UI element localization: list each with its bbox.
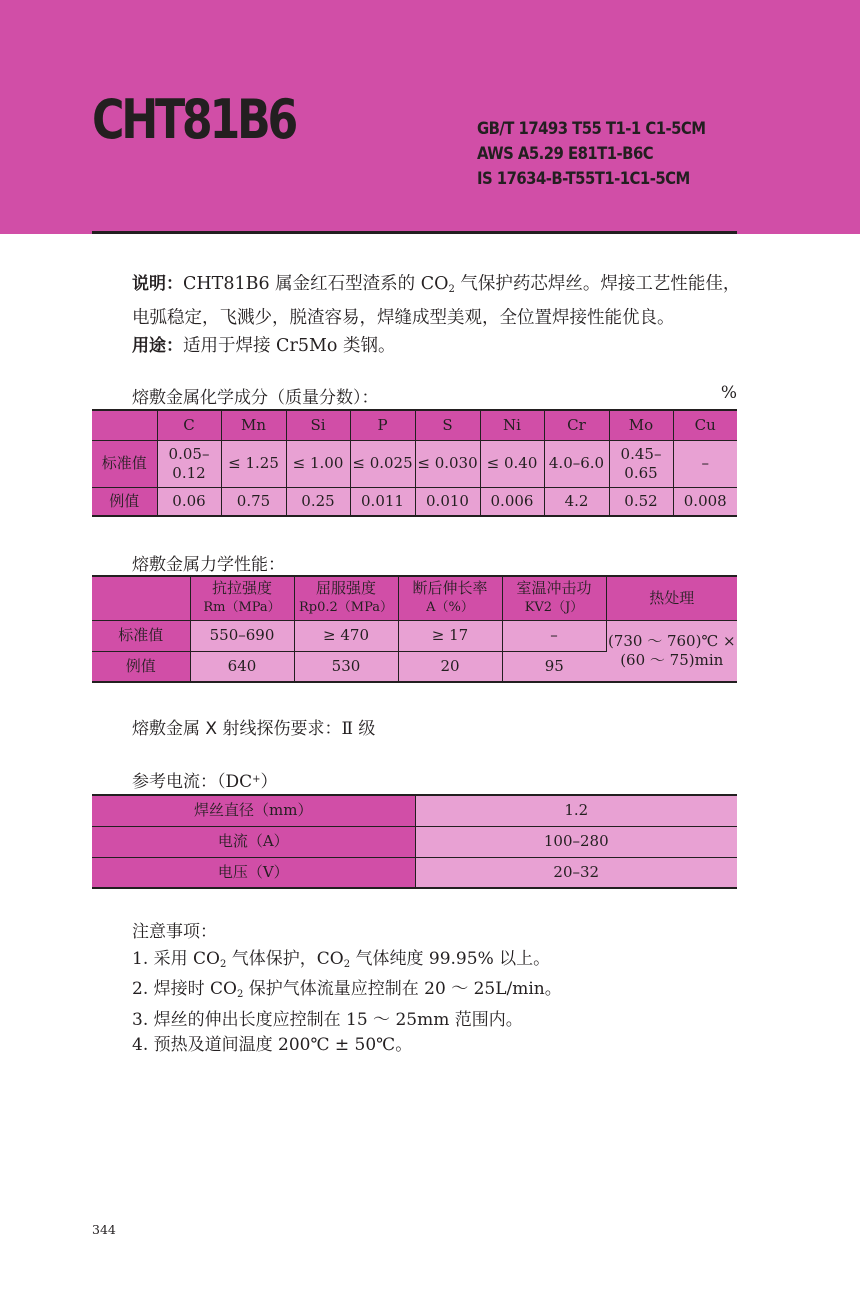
mech-cell: 530: [294, 651, 398, 682]
polarity-sup: +: [252, 774, 261, 785]
usage-paragraph: [92, 332, 742, 360]
mech-header-tensile: [190, 576, 294, 620]
current-value: 20–32: [415, 857, 737, 888]
chem-cell: 0.010: [415, 487, 480, 516]
note-text: 气体纯度 99.95% 以上。: [350, 948, 551, 969]
mech-title: 熔敷金属力学性能：: [132, 555, 285, 575]
description-text-start: CHT81B6 属金红石型渣系的 CO: [183, 274, 449, 294]
header-unit: Rp0.2（MPa）: [298, 600, 393, 616]
note-text: 气体保护，CO: [226, 948, 344, 969]
chem-cell: 0.008: [673, 487, 737, 516]
chem-header-ni: Ni: [480, 410, 544, 440]
header-unit: A（%）: [426, 600, 474, 616]
chem-cell: 0.006: [480, 487, 544, 516]
mech-cell: 95: [502, 651, 606, 682]
chem-header-corner: [92, 410, 157, 440]
co2-subscript: 2: [219, 958, 227, 970]
mech-row-label: 标准值: [92, 620, 190, 651]
current-row: [92, 795, 737, 826]
usage-label: 用途：: [132, 336, 183, 356]
mech-table: [92, 575, 737, 683]
current-value: 100–280: [415, 826, 737, 857]
chem-cell: 0.45–0.65: [609, 440, 673, 487]
current-row: [92, 826, 737, 857]
chem-cell: 0.52: [609, 487, 673, 516]
header-line: 室温冲击功: [516, 579, 592, 598]
mech-row-label: 例值: [92, 651, 190, 682]
notes-section: [132, 920, 562, 1059]
standard-is: IS 17634-B-T55T1-1C1-5CM: [477, 169, 690, 188]
description-text-end: 气保护药芯焊丝。焊接工艺性能佳，电弧稳定，飞溅少，脱渣容易，焊缝成型美观，全位置焊接性能优良。: [132, 274, 741, 328]
chem-header-row: [92, 410, 737, 440]
header-rule: [92, 231, 737, 234]
note-text: 1. 采用 CO: [132, 948, 220, 969]
co2-subscript: 2: [343, 958, 351, 970]
header-unit: Rm（MPa）: [203, 600, 281, 616]
header-unit: KV2（J）: [524, 600, 584, 616]
chem-row-standard: [92, 440, 737, 487]
mech-header-row: [92, 576, 737, 620]
current-polarity: [217, 772, 278, 792]
xray-requirement: [132, 714, 375, 739]
mech-header-elongation: [398, 576, 502, 620]
note-item: [132, 977, 562, 1008]
polarity-end: ）: [260, 772, 278, 792]
chem-cell: 0.011: [350, 487, 415, 516]
product-title: CHT81B6: [92, 88, 295, 151]
header-line: 抗拉强度: [211, 579, 272, 598]
mech-cell: ≥ 17: [398, 620, 502, 651]
chem-cell: ≤ 0.025: [350, 440, 415, 487]
intro-section: [92, 270, 742, 360]
chem-header-p: P: [350, 410, 415, 440]
chem-header-cr: Cr: [544, 410, 609, 440]
mech-header-corner: [92, 576, 190, 620]
heat-line: (730 ～ 760)℃ ×: [607, 631, 736, 650]
chem-row-example: [92, 487, 737, 516]
current-value: 1.2: [415, 795, 737, 826]
mech-cell: –: [502, 620, 606, 651]
chem-cell: 4.0–6.0: [544, 440, 609, 487]
xray-title: 熔敷金属 X 射线探伤要求：: [132, 719, 342, 739]
standard-gb: GB/T 17493 T55 T1-1 C1-5CM: [477, 119, 706, 138]
usage-text: 适用于焊接 Cr5Mo 类钢。: [183, 336, 396, 356]
xray-value: Ⅱ 级: [341, 719, 376, 739]
current-label: 电压（V）: [92, 857, 415, 888]
mech-header-yield: [294, 576, 398, 620]
mech-cell: 550–690: [190, 620, 294, 651]
mech-cell: 640: [190, 651, 294, 682]
chem-row-label: 标准值: [92, 440, 157, 487]
page-number: 344: [92, 1222, 116, 1237]
chem-table: [92, 409, 737, 517]
header-line: 屈服强度: [315, 579, 376, 598]
chem-header-cu: Cu: [673, 410, 737, 440]
chem-cell: 4.2: [544, 487, 609, 516]
chem-cell: 0.75: [221, 487, 286, 516]
current-title-line: [132, 767, 278, 792]
mech-cell: 20: [398, 651, 502, 682]
mech-heat-treatment: [606, 620, 737, 682]
note-text: 保护气体流量应控制在 20 ～ 25L/min。: [243, 979, 562, 999]
current-label: 电流（A）: [92, 826, 415, 857]
chem-cell: 0.06: [157, 487, 221, 516]
chem-unit: %: [720, 383, 737, 403]
note-item: [132, 947, 562, 978]
mech-header-heat: 热处理: [606, 576, 737, 620]
chem-row-label: 例值: [92, 487, 157, 516]
chem-header-mo: Mo: [609, 410, 673, 440]
co2-subscript: 2: [236, 989, 244, 1000]
header-line: 断后伸长率: [412, 579, 488, 598]
description-paragraph: [92, 270, 742, 332]
chem-cell: 0.25: [286, 487, 350, 516]
note-item: 3. 焊丝的伸出长度应控制在 15 ～ 25mm 范围内。: [132, 1009, 523, 1030]
chem-cell: ≤ 1.00: [286, 440, 350, 487]
current-label: 焊丝直径（mm）: [92, 795, 415, 826]
note-text: 2. 焊接时 CO: [132, 979, 237, 999]
chem-header-mn: Mn: [221, 410, 286, 440]
notes-title: 注意事项：: [132, 922, 217, 942]
mech-cell: ≥ 470: [294, 620, 398, 651]
mech-header-impact: [502, 576, 606, 620]
current-table: [92, 794, 737, 889]
chem-cell: ≤ 0.030: [415, 440, 480, 487]
chem-cell: –: [673, 440, 737, 487]
chem-header-si: Si: [286, 410, 350, 440]
standard-aws: AWS A5.29 E81T1-B6C: [477, 144, 654, 163]
chem-cell: ≤ 1.25: [221, 440, 286, 487]
note-item: 4. 预热及道间温度 200℃ ± 50℃。: [132, 1035, 413, 1055]
current-title: 参考电流：: [132, 772, 217, 792]
polarity-text: （DC: [217, 772, 253, 792]
heat-line: (60 ～ 75)min: [620, 650, 724, 669]
chem-cell: ≤ 0.40: [480, 440, 544, 487]
chem-header-s: S: [415, 410, 480, 440]
description-label: 说明：: [132, 274, 183, 294]
mech-row-standard: [92, 620, 737, 651]
standards-list: [477, 116, 706, 191]
current-row: [92, 857, 737, 888]
header-band: [0, 0, 860, 234]
chem-header-c: C: [157, 410, 221, 440]
chem-title: 熔敷金属化学成分（质量分数）：: [132, 388, 379, 408]
co2-subscript: 2: [448, 284, 455, 295]
chem-cell: 0.05–0.12: [157, 440, 221, 487]
